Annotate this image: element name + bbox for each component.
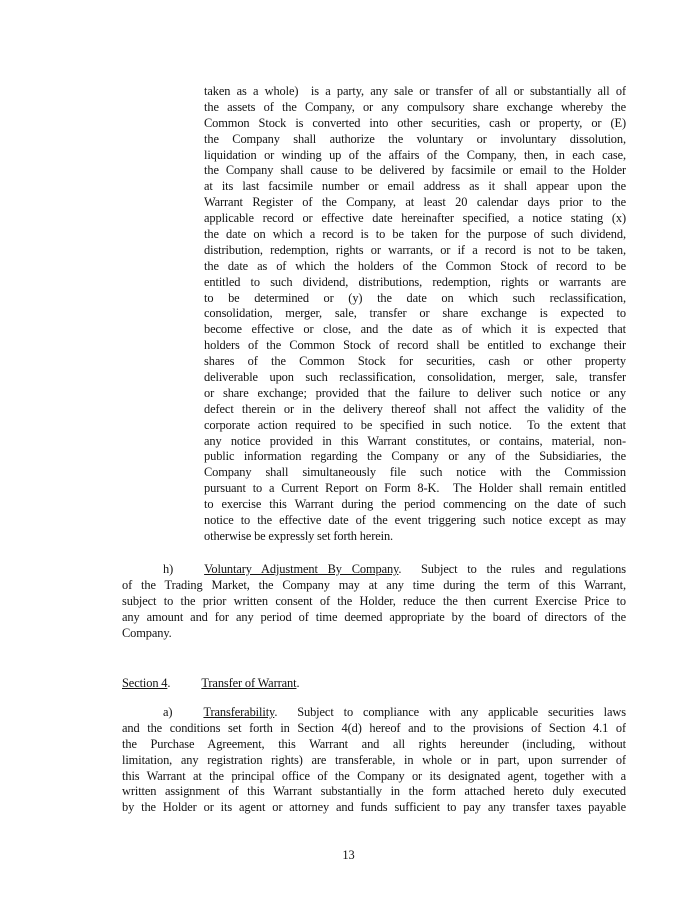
text-line: subject to the prior written consent of the Holder, reduce the then current Exercise Price to xyxy=(122,593,626,608)
clause-first-line-text: . Subject to the rules and regulations xyxy=(398,562,626,576)
text-line: the assets of the Company, or any compulsory share exchange whereby the xyxy=(204,99,626,114)
text-line: of the Trading Market, the Company may at any time during the term of this Warrant, xyxy=(122,577,626,592)
section-number: Section 4 xyxy=(122,676,168,690)
tab-spacer xyxy=(170,686,201,687)
text-line: to exercise this Warrant during the period commencing on the date of such xyxy=(204,497,626,512)
section-title: Transfer of Warrant xyxy=(201,676,297,690)
text-line: distribution, redemption, rights or warrants, or if a record is not to be taken, xyxy=(204,242,626,257)
transferability-paragraph xyxy=(122,705,626,816)
page-number: 13 xyxy=(342,848,355,862)
voluntary-adjustment-paragraph xyxy=(122,562,626,641)
text-line: or share exchange; provided that the failure to deliver such notice or any xyxy=(204,385,626,400)
clause-label: h) xyxy=(163,562,174,576)
text-line: Company shall simultaneously file such notice with the Commission xyxy=(204,465,626,480)
text-line: shares of the Common Stock for securities, cash or other property xyxy=(204,354,626,369)
text-line: at its last facsimile number or email address as it shall appear upon the xyxy=(204,179,626,194)
text-line: notice to the effective date of the event triggering such notice except as may xyxy=(204,513,626,528)
text-line: to be determined or (y) the date on which such reclassification, xyxy=(204,290,626,305)
clause-label: a) xyxy=(163,705,173,719)
text-line: consolidation, merger, sale, transfer or share exchange is expected to xyxy=(204,306,626,321)
paragraph-continuation-lines xyxy=(122,578,626,642)
text-line: the Company shall authorize the voluntary or involuntary dissolution, xyxy=(204,131,626,146)
paragraph-first-line xyxy=(122,562,626,578)
text-line: become effective or close, and the date as of which it is expected that xyxy=(204,322,626,337)
text-line: Warrant Register of the Company, at least 20 calendar days prior to the xyxy=(204,195,626,210)
clause-heading: Voluntary Adjustment By Company xyxy=(204,562,399,576)
paragraph-first-line xyxy=(122,705,626,721)
text-line: holders of the Common Stock of record shall be entitled to exchange their xyxy=(204,338,626,353)
text-line: applicable record or effective date hereinafter specified, a notice stating (x) xyxy=(204,211,626,226)
tab-spacer xyxy=(173,572,204,573)
text-line: this Warrant at the principal office of the Company or its designated agent, together with a xyxy=(122,768,626,783)
text-line: liquidation or winding up of the affairs of the Company, then, in each case, xyxy=(204,147,626,162)
text-line: the Company shall cause to be delivered by facsimile or email to the Holder xyxy=(204,163,626,178)
text-line: any notice provided in this Warrant constitutes, or contains, material, non- xyxy=(204,433,626,448)
text-line: defect therein or in the delivery thereof shall not affect the validity of the xyxy=(204,401,626,416)
text-line: the date as of which the holders of the Common Stock of record to be xyxy=(204,258,626,273)
text-line: Company. xyxy=(122,625,172,640)
clause-first-line-text: . Subject to compliance with any applicable securities laws xyxy=(274,705,626,719)
text-line: Common Stock is converted into other securities, cash or property, or (E) xyxy=(204,115,626,130)
text-line: taken as a whole) is a party, any sale or transfer of all or substantially all of xyxy=(204,84,626,98)
text-line: pursuant to a Current Report on Form 8-K. The Holder shall remain entitled xyxy=(204,481,626,496)
notice-paragraph xyxy=(204,84,626,545)
first-line-indent xyxy=(122,715,163,716)
text-line: and the conditions set forth in Section 4(d) hereof and to the provisions of Section 4.1 of xyxy=(122,720,626,735)
section-4-heading xyxy=(122,676,626,692)
first-line-indent xyxy=(122,572,163,573)
text-line: by the Holder or its agent or attorney and funds sufficient to pay any transfer taxes payable xyxy=(122,800,626,815)
tab-spacer xyxy=(172,715,203,716)
text-line: entitled to such dividend, distributions, redemption, rights or warrants are xyxy=(204,274,626,289)
section-number-period: . xyxy=(167,676,171,690)
text-line: limitation, any registration rights) are transferable, in whole or in part, upon surrender of xyxy=(122,752,626,767)
text-line: deliverable upon such reclassification, consolidation, merger, sale, transfer xyxy=(204,370,626,385)
text-line: any amount and for any period of time deemed appropriate by the board of directors of the xyxy=(122,609,626,624)
text-line: written assignment of this Warrant substantially in the form attached hereto duly executed xyxy=(122,784,626,799)
paragraph-continuation-lines xyxy=(122,721,626,816)
section-heading-line xyxy=(122,676,626,692)
section-title-period: . xyxy=(296,676,300,690)
text-line: corporate action required to be specified in such notice. To the extent that xyxy=(204,417,626,432)
text-line: the Purchase Agreement, this Warrant and all rights hereunder (including, without xyxy=(122,736,626,751)
clause-heading: Transferability xyxy=(203,705,275,719)
text-line: otherwise be expressly set forth herein. xyxy=(204,528,394,543)
text-line: public information regarding the Company or any of the Subsidiaries, the xyxy=(204,449,626,464)
text-line: the date on which a record is to be taken for the purpose of such dividend, xyxy=(204,227,626,242)
